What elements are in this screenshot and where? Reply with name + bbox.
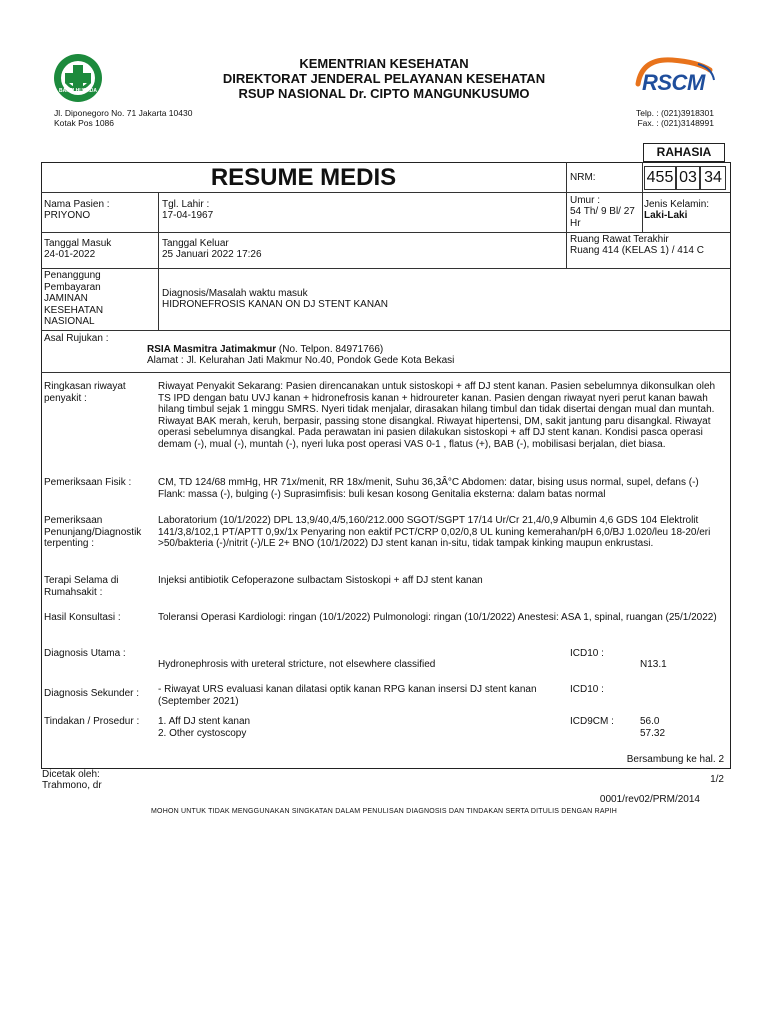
secondary-icd10-label: ICD10 : bbox=[570, 684, 604, 695]
room-value: Ruang 414 (KELAS 1) / 414 C bbox=[570, 245, 704, 256]
dob-label: Tgl. Lahir : bbox=[162, 199, 210, 210]
main-icd10-label: ICD10 : bbox=[570, 648, 604, 659]
secondary-diagnosis-text: - Riwayat URS evaluasi kanan dilatasi optik kanan RPG kanan insersi DJ stent kanan (September 2021) bbox=[158, 684, 537, 707]
nrm-part-3: 34 bbox=[700, 166, 726, 190]
referral-phone: (No. Telpon. 84971766) bbox=[276, 344, 384, 355]
age-label: Umur : bbox=[570, 195, 600, 206]
nrm-part-1: 455 bbox=[644, 166, 676, 190]
printed-by-name: Trahmono, dr bbox=[42, 780, 102, 791]
admission-diagnosis-label: Diagnosis/Masalah waktu masuk bbox=[162, 288, 308, 299]
age-value: 54 Th/ 9 Bl/ 27 Hr bbox=[570, 206, 635, 229]
discharge-date: 25 Januari 2022 17:26 bbox=[162, 249, 262, 260]
consultation-label: Hasil Konsultasi : bbox=[44, 612, 121, 623]
history-text: Riwayat Penyakit Sekarang: Pasien direncanakan untuk sistoskopi + aff DJ stent kanan. Pasien sebelumnya dikonsulkan oleh TS IPD dengan batu UVJ kanan + hidronefrosis kanan + hidroureter kanan. Pasien dengan riwayat nyeri perut kanan bawah hilang timbul sejak 1 minggu SMRS. Nyeri tidak menjalar, dirasakan hilang timbul dan tidak disertai dengan mual dan muntah. Riwayat BAK merah, keruh, berpasir, passing stone disangkal. Riwayat hipertensi, DM, sakit jantung paru disangkal. Riwayat operasi sebelumnya disangkal. Pada perawatan ini pasien dilakukan sistoskopi + aff DJ stent kanan. Kondisi pasca operasi demam (-), mual (-), muntah (-), nyeri luka post operasi VAS 0-1 , flatus (+), BAB (-), mobilisasi berjalan, diet biasa. bbox=[158, 381, 716, 450]
dob-value: 17-04-1967 bbox=[162, 210, 214, 221]
payer-label: Penanggung Pembayaran bbox=[44, 270, 101, 293]
printed-by-label: Dicetak oleh: bbox=[42, 769, 100, 780]
admission-date-label: Tanggal Masuk bbox=[44, 238, 112, 249]
payer-value: JAMINAN KESEHATAN NASIONAL bbox=[44, 293, 104, 327]
consultation-text: Toleransi Operasi Kardiologi: ringan (10/1/2022) Pulmonologi: ringan (10/1/2022) Anestesi: ASA 1, spinal, ruangan (25/1/2022) bbox=[158, 612, 717, 623]
form-code: 0001/rev02/PRM/2014 bbox=[599, 794, 700, 805]
document-title: RESUME MEDIS bbox=[210, 164, 397, 191]
support-exam-text: Laboratorium (10/1/2022) DPL 13,9/40,4/5,160/212.000 SGOT/SGPT 17/14 Ur/Cr 21,4/0,9 Albumin 4,6 GDS 104 Elektrolit 141/3,8/102,1 PT/APTT 0,9x/1x Penyaring non eaktif PCT/CRP 0,02/0,8 UL kuning kemerahan/pH 6,0/BJ 1.020/leu 18-20/eri >50/bakteria (-)/nitrit (-)/LE 2+ BNO (10/1/2022) DJ stent kanan in-situ, tidak tampak kinking maupun enkrustasi. bbox=[158, 515, 711, 549]
directorate-title: DIREKTORAT JENDERAL PELAYANAN KESEHATAN bbox=[222, 71, 546, 86]
rscm-logo-text: RSCM bbox=[642, 70, 705, 95]
address-line-1: Jl. Diponegoro No. 71 Jakarta 10430 bbox=[54, 108, 193, 118]
gender-label: Jenis Kelamin: bbox=[644, 199, 710, 210]
main-diagnosis-label: Diagnosis Utama : bbox=[44, 648, 126, 659]
hospital-title: RSUP NASIONAL Dr. CIPTO MANGUNKUSUMO bbox=[238, 86, 530, 101]
secondary-diagnosis-label: Diagnosis Sekunder : bbox=[44, 688, 140, 699]
therapy-text: Injeksi antibiotik Cefoperazone sulbactam Sistoskopi + aff DJ stent kanan bbox=[158, 575, 483, 586]
main-diagnosis-text: Hydronephrosis with ureteral stricture, not elsewhere classified bbox=[158, 659, 436, 670]
nrm-label: NRM: bbox=[570, 172, 596, 183]
referral-address: Alamat : Jl. Kelurahan Jati Makmur No.40, Pondok Gede Kota Bekasi bbox=[147, 355, 455, 366]
address-line-2: Kotak Pos 1086 bbox=[54, 118, 115, 128]
procedure-text: 1. Aff DJ stent kanan 2. Other cystoscopy bbox=[158, 716, 251, 739]
therapy-label: Terapi Selama di Rumahsakit : bbox=[44, 575, 119, 598]
room-label: Ruang Rawat Terakhir bbox=[570, 234, 669, 245]
icd9-label: ICD9CM : bbox=[570, 716, 614, 727]
icd9-codes: 56.0 57.32 bbox=[640, 716, 666, 739]
physical-exam-text: CM, TD 124/68 mmHg, HR 71x/menit, RR 18x/menit, Suhu 36,3Â°C Abdomen: datar, bising usus normal, supel, defans (-) Flank: massa (-), bulging (-) Suprasimfisis: buli kesan kosong Genitalia eksterna: dalam batas normal bbox=[158, 477, 699, 500]
ministry-title: KEMENTRIAN KESEHATAN bbox=[299, 56, 469, 71]
fax-number: Fax. : (021)3148991 bbox=[637, 118, 714, 128]
referral-name: RSIA Masmitra Jatimakmur bbox=[147, 344, 277, 355]
history-label: Ringkasan riwayat penyakit : bbox=[44, 381, 126, 404]
logo-caption: BAKTI HUSADA bbox=[58, 88, 98, 94]
admission-date: 24-01-2022 bbox=[44, 249, 96, 260]
nrm-part-2: 03 bbox=[676, 166, 700, 190]
footer-notice: MOHON UNTUK TIDAK MENGGUNAKAN SINGKATAN DALAM PENULISAN DIAGNOSIS DAN TINDAKAN SERTA DITULIS DENGAN RAPIH bbox=[151, 808, 617, 815]
gender-value: Laki-Laki bbox=[644, 210, 688, 221]
discharge-date-label: Tanggal Keluar bbox=[162, 238, 229, 249]
page-number: 1/2 bbox=[710, 774, 724, 785]
continued-note: Bersambung ke hal. 2 bbox=[626, 754, 724, 765]
patient-name-label: Nama Pasien : bbox=[44, 199, 110, 210]
phone-number: Telp. : (021)3918301 bbox=[636, 108, 714, 118]
confidential-badge: RAHASIA bbox=[643, 143, 725, 162]
main-icd10-code: N13.1 bbox=[640, 659, 667, 670]
support-exam-label: Pemeriksaan Penunjang/Diagnostik terpenting : bbox=[44, 515, 142, 549]
physical-exam-label: Pemeriksaan Fisik : bbox=[44, 477, 132, 488]
admission-diagnosis: HIDRONEFROSIS KANAN ON DJ STENT KANAN bbox=[162, 299, 388, 310]
procedure-label: Tindakan / Prosedur : bbox=[44, 716, 140, 727]
patient-name: PRIYONO bbox=[44, 210, 91, 221]
referral-label: Asal Rujukan : bbox=[44, 333, 109, 344]
